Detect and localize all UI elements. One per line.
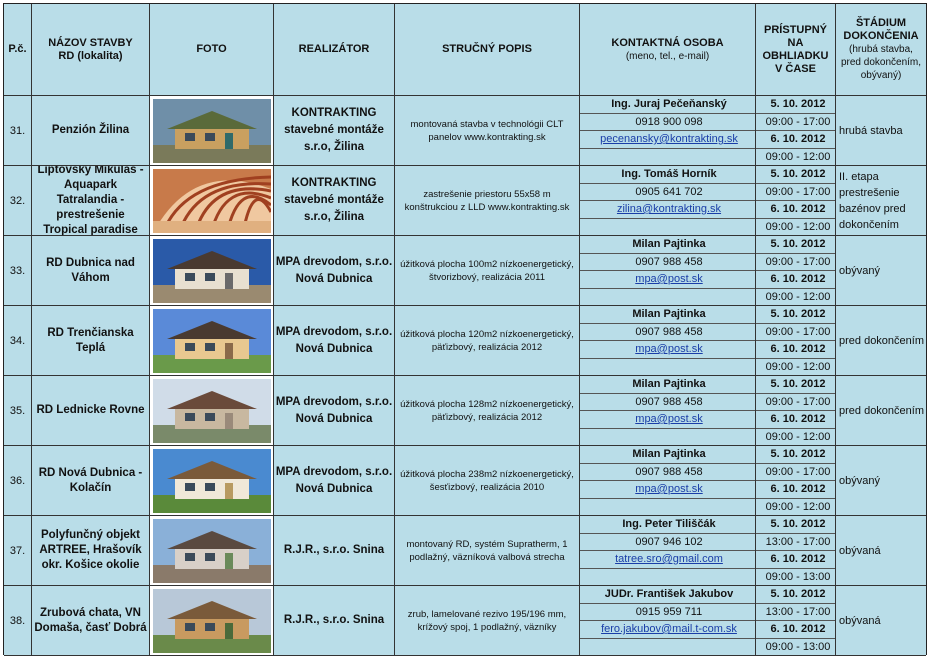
row-number: 32.	[4, 166, 32, 236]
contact-name: Milan Pajtinka	[580, 376, 755, 394]
contact-email-link[interactable]: mpa@post.sk	[580, 341, 755, 359]
completion-stage: obývaná	[836, 516, 926, 586]
row-number: 38.	[4, 586, 32, 656]
contact-person	[580, 376, 756, 446]
completion-stage: II. etapa prestrešenie bazénov pred dokončením	[836, 166, 926, 236]
row-number: 34.	[4, 306, 32, 376]
project-name: Zrubová chata, VN Domaša, časť Dobrá	[32, 586, 150, 656]
photo-image	[153, 519, 271, 583]
short-description: úžitková plocha 120m2 nízkoenergetický, päťizbový, realizácia 2012	[395, 306, 580, 376]
access-times	[756, 96, 836, 166]
completion-stage: pred dokončením	[836, 306, 926, 376]
contact-phone: 0907 988 458	[580, 324, 755, 342]
table-row	[4, 166, 926, 236]
project-name: RD Lednicke Rovne	[32, 376, 150, 446]
completion-stage: obývaný	[836, 236, 926, 306]
access-time-2: 09:00 - 12:00	[765, 150, 831, 163]
contact-person	[580, 446, 756, 516]
contact-phone: 0905 641 702	[580, 184, 755, 202]
photo-image	[153, 379, 271, 443]
contact-phone: 0918 900 098	[580, 114, 755, 132]
access-times	[756, 376, 836, 446]
header-contact: KONTAKTNÁ OSOBA (meno, tel., e-mail)	[580, 4, 756, 96]
contact-empty-line	[580, 639, 755, 657]
project-photo	[150, 376, 274, 446]
contact-phone: 0907 946 102	[580, 534, 755, 552]
realizator: MPA drevodom, s.r.o. Nová Dubnica	[274, 306, 395, 376]
access-time-2: 09:00 - 13:00	[765, 570, 831, 583]
project-name: Penzión Žilina	[32, 96, 150, 166]
access-time-2: 09:00 - 12:00	[765, 290, 831, 303]
access-date-2: 6. 10. 2012	[756, 621, 835, 639]
contact-phone: 0915 959 711	[580, 604, 755, 622]
contact-empty-line	[580, 289, 755, 307]
completion-stage: obývaná	[836, 586, 926, 656]
contact-email-link[interactable]: mpa@post.sk	[580, 271, 755, 289]
contact-person	[580, 166, 756, 236]
contact-name: Milan Pajtinka	[580, 446, 755, 464]
access-time-1: 09:00 - 17:00	[756, 394, 835, 412]
contact-person	[580, 586, 756, 656]
contact-email-link[interactable]: fero.jakubov@mail.t-com.sk	[580, 621, 755, 639]
short-description: úžitková plocha 238m2 nízkoenergetický, šesťizbový, realizácia 2010	[395, 446, 580, 516]
access-date-1: 5. 10. 2012	[756, 376, 835, 394]
contact-person	[580, 236, 756, 306]
access-time-1: 09:00 - 17:00	[756, 254, 835, 272]
access-time-1: 09:00 - 17:00	[756, 324, 835, 342]
project-name: RD Trenčianska Teplá	[32, 306, 150, 376]
project-photo	[150, 166, 274, 236]
access-time-1: 09:00 - 17:00	[756, 184, 835, 202]
short-description: úžitková plocha 128m2 nízkoenergetický, päťizbový, realizácia 2012	[395, 376, 580, 446]
table-row	[4, 586, 926, 656]
table-row	[4, 96, 926, 166]
access-times	[756, 306, 836, 376]
access-times	[756, 446, 836, 516]
access-date-1: 5. 10. 2012	[756, 586, 835, 604]
access-date-1: 5. 10. 2012	[756, 516, 835, 534]
access-date-2: 6. 10. 2012	[756, 271, 835, 289]
access-date-1: 5. 10. 2012	[756, 166, 835, 184]
contact-name: JUDr. František Jakubov	[580, 586, 755, 604]
contact-empty-line	[580, 149, 755, 167]
photo-image	[153, 309, 271, 373]
access-time-1: 13:00 - 17:00	[756, 604, 835, 622]
header-name: NÁZOV STAVBY RD (lokalita)	[32, 4, 150, 96]
realizator: MPA drevodom, s.r.o. Nová Dubnica	[274, 446, 395, 516]
contact-phone: 0907 988 458	[580, 464, 755, 482]
short-description: montovaný RD, systém Supratherm, 1 podlažný, väzníková valbová strecha	[395, 516, 580, 586]
contact-email-link[interactable]: tatree.sro@gmail.com	[580, 551, 755, 569]
project-photo	[150, 516, 274, 586]
table-row	[4, 306, 926, 376]
access-date-2: 6. 10. 2012	[756, 551, 835, 569]
contact-email-link[interactable]: mpa@post.sk	[580, 411, 755, 429]
photo-image	[153, 239, 271, 303]
contact-name: Ing. Tomáš Horník	[580, 166, 755, 184]
table-row	[4, 516, 926, 586]
access-time-2: 09:00 - 12:00	[765, 430, 831, 443]
access-date-1: 5. 10. 2012	[756, 96, 835, 114]
short-description: montovaná stavba v technológii CLT panelov www.kontrakting.sk	[395, 96, 580, 166]
realizator: MPA drevodom, s.r.o. Nová Dubnica	[274, 236, 395, 306]
access-time-2: 09:00 - 13:00	[765, 640, 831, 653]
short-description: zrub, lamelované rezivo 195/196 mm, krížový spoj, 1 podlažný, väzníky	[395, 586, 580, 656]
realizator: R.J.R., s.r.o. Snina	[274, 586, 395, 656]
realizator: KONTRAKTING stavebné montáže s.r.o, Žilina	[274, 166, 395, 236]
access-date-1: 5. 10. 2012	[756, 306, 835, 324]
project-name: RD Dubnica nad Váhom	[32, 236, 150, 306]
contact-name: Milan Pajtinka	[580, 306, 755, 324]
access-date-2: 6. 10. 2012	[756, 411, 835, 429]
realizator: MPA drevodom, s.r.o. Nová Dubnica	[274, 376, 395, 446]
contact-email-link[interactable]: zilina@kontrakting.sk	[580, 201, 755, 219]
contact-empty-line	[580, 429, 755, 447]
completion-stage: obývaný	[836, 446, 926, 516]
contact-empty-line	[580, 359, 755, 377]
realizator: R.J.R., s.r.o. Snina	[274, 516, 395, 586]
project-name: Polyfunčný objekt ARTREE, Hrašovík okr. Košice okolie	[32, 516, 150, 586]
header-access: PRÍSTUPNÝ NA OBHLIADKU V ČASE	[756, 4, 836, 96]
access-date-1: 5. 10. 2012	[756, 236, 835, 254]
table-row	[4, 236, 926, 306]
row-number: 31.	[4, 96, 32, 166]
access-date-2: 6. 10. 2012	[756, 481, 835, 499]
project-photo	[150, 446, 274, 516]
access-time-2: 09:00 - 12:00	[765, 500, 831, 513]
project-photo	[150, 586, 274, 656]
realizator: KONTRAKTING stavebné montáže s.r.o, Žilina	[274, 96, 395, 166]
contact-email-link[interactable]: pecenansky@kontrakting.sk	[580, 131, 755, 149]
photo-image	[153, 169, 271, 233]
header-stage: ŠTÁDIUM DOKONČENIA (hrubá stavba, pred dokončením, obývaný)	[836, 4, 926, 96]
completion-stage: hrubá stavba	[836, 96, 926, 166]
access-time-1: 09:00 - 17:00	[756, 114, 835, 132]
project-name: RD Nová Dubnica - Kolačín	[32, 446, 150, 516]
short-description: úžitková plocha 100m2 nízkoenergetický, štvorizbový, realizácia 2011	[395, 236, 580, 306]
short-description: zastrešenie priestoru 55x58 m konštrukciou z LLD www.kontrakting.sk	[395, 166, 580, 236]
photo-image	[153, 589, 271, 653]
contact-phone: 0907 988 458	[580, 254, 755, 272]
access-times	[756, 586, 836, 656]
access-time-2: 09:00 - 12:00	[765, 220, 831, 233]
project-name: Liptovský Mikuláš - Aquapark Tatralandia - prestrešenie Tropical paradise	[32, 166, 150, 236]
access-time-1: 13:00 - 17:00	[756, 534, 835, 552]
contact-person	[580, 306, 756, 376]
table-row	[4, 376, 926, 446]
completion-stage: pred dokončením	[836, 376, 926, 446]
header-description: STRUČNÝ POPIS	[395, 4, 580, 96]
project-photo	[150, 306, 274, 376]
contact-empty-line	[580, 569, 755, 587]
contact-email-link[interactable]: mpa@post.sk	[580, 481, 755, 499]
access-time-2: 09:00 - 12:00	[765, 360, 831, 373]
header-realizator: REALIZÁTOR	[274, 4, 395, 96]
access-time-1: 09:00 - 17:00	[756, 464, 835, 482]
access-times	[756, 516, 836, 586]
contact-phone: 0907 988 458	[580, 394, 755, 412]
access-date-2: 6. 10. 2012	[756, 201, 835, 219]
photo-image	[153, 99, 271, 163]
contact-empty-line	[580, 219, 755, 237]
row-number: 33.	[4, 236, 32, 306]
contact-empty-line	[580, 499, 755, 517]
access-times	[756, 236, 836, 306]
access-date-2: 6. 10. 2012	[756, 131, 835, 149]
header-photo: FOTO	[150, 4, 274, 96]
project-photo	[150, 96, 274, 166]
access-date-2: 6. 10. 2012	[756, 341, 835, 359]
table-row	[4, 446, 926, 516]
header-pc: P.č.	[4, 4, 32, 96]
row-number: 36.	[4, 446, 32, 516]
access-times	[756, 166, 836, 236]
row-number: 37.	[4, 516, 32, 586]
contact-person	[580, 516, 756, 586]
contact-name: Milan Pajtinka	[580, 236, 755, 254]
contact-name: Ing. Peter Tiliščák	[580, 516, 755, 534]
contact-person	[580, 96, 756, 166]
row-number: 35.	[4, 376, 32, 446]
photo-image	[153, 449, 271, 513]
project-table	[3, 3, 927, 655]
contact-name: Ing. Juraj Pečeňanský	[580, 96, 755, 114]
project-photo	[150, 236, 274, 306]
access-date-1: 5. 10. 2012	[756, 446, 835, 464]
